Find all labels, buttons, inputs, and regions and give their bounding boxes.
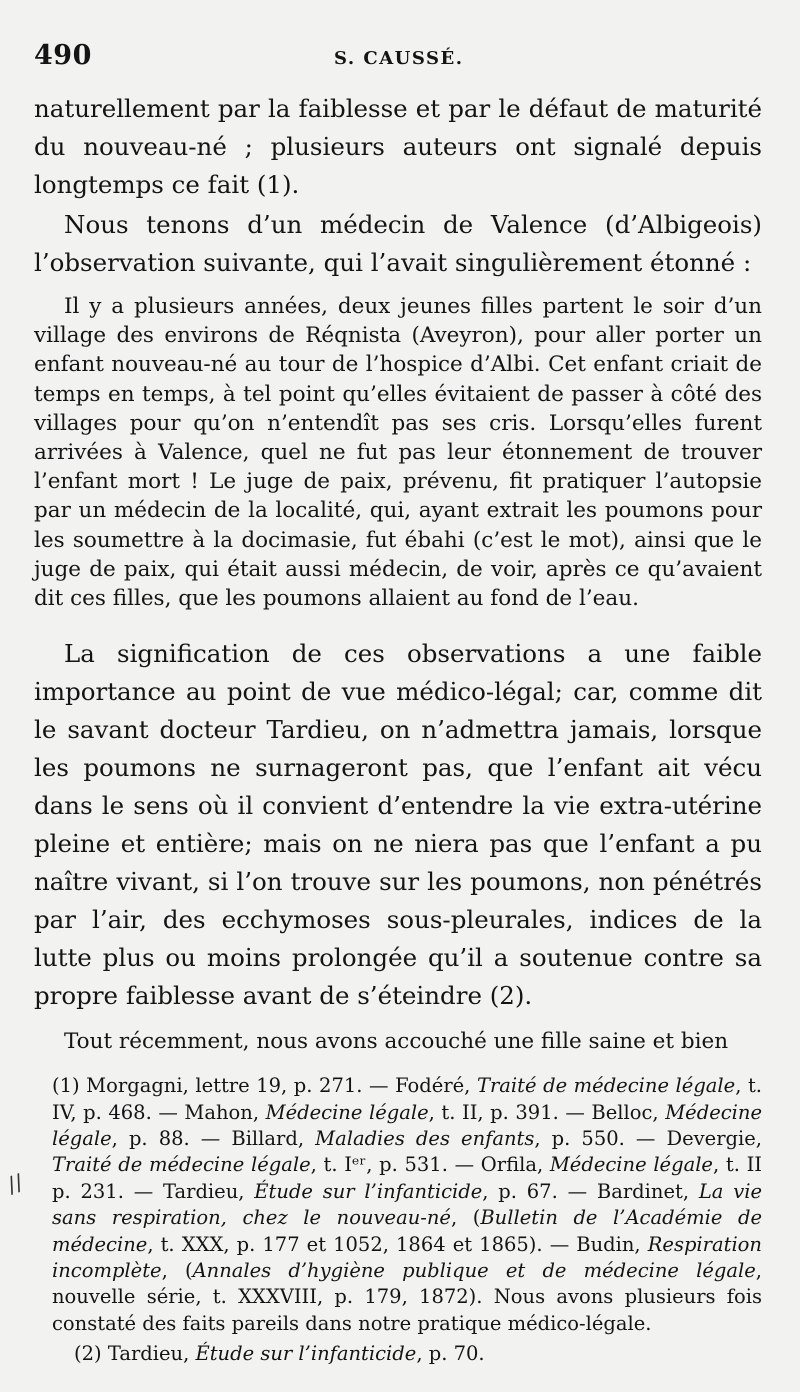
- running-head: S. CAUSSÉ.: [334, 48, 464, 69]
- paragraph-1: naturellement par la faiblesse et par le défaut de maturité du nouveau-né ; plusieurs auteurs ont signalé depuis longtemps ce fait (1).: [34, 94, 762, 199]
- footnote-2: (2) Tardieu, Étude sur l’infanticide, p. 70.: [74, 1342, 485, 1366]
- quoted-observation: Il y a plusieurs années, deux jeunes filles partent le soir d’un village des environs de Réqnista (Aveyron), pour aller porter un enfant nouveau-né au tour de l’hospice d’Albi. Cet enfant criait de temps en temps, à tel point qu’elles évitaient de passer à côté des villages pour qu’on n’entendît pas ses cris. Lorsqu’elles furent arrivées à Valence, quel ne fut pas leur étonnement de trouver l’enfant mort ! Le juge de paix, prévenu, fit pratiquer l’autopsie par un médecin de la localité, qui, ayant extrait les poumons pour les soumettre à la docimasie, fut ébahi (c’est le mot), ainsi que le juge de paix, qui était aussi médecin, de voir, après ce qu’avaient dit ces filles, que les poumons allaient au fond de l’eau.: [34, 294, 762, 612]
- paragraph-3: La signification de ces observations a une faible importance au point de vue médico-légal; car, comme dit le savant docteur Tardieu, on n’admettra jamais, lorsque les poumons ne surnageront pas, que l’enfant ait vécu dans le sens où il convient d’entendre la vie extra-utérine pleine et entière; mais on ne niera pas que l’enfant a pu naître vivant, si l’on trouve sur les poumons, non pénétrés par l’air, des ecchymoses sous-pleurales, indices de la lutte plus ou moins prolongée qu’il a soutenue contre sa propre faiblesse avant de s’éteindre (2).: [34, 639, 762, 1011]
- page-body: [34, 90, 762, 1368]
- page-number: 490: [34, 40, 92, 71]
- margin-pencil-mark: //: [4, 1170, 27, 1199]
- paragraph-4: Tout récemment, nous avons accouché une fille saine et bien: [64, 1029, 729, 1055]
- footnotes: [34, 1073, 762, 1367]
- paragraph-2: Nous tenons d’un médecin de Valence (d’Albigeois) l’observation suivante, qui l’avait singulièrement étonné :: [34, 210, 762, 277]
- footnote-1: (1) Morgagni, lettre 19, p. 271. — Fodéré, Traité de médecine légale, t. IV, p. 468. — Mahon, Médecine légale, t. II, p. 391. — Belloc, Médecine légale, p. 88. — Billard, Maladies des enfants, p. 550. — Devergie, Traité de médecine légale, t. Iᵉʳ, p. 531. — Orfila, Médecine légale, t. II p. 231. — Tardieu, Étude sur l’infanticide, p. 67. — Bardinet, La vie sans respiration, chez le nouveau-né, (Bulletin de l’Académie de médecine, t. XXX, p. 177 et 1052, 1864 et 1865). — Budin, Respiration incomplète, (Annales d’hygiène publique et de médecine légale, nouvelle série, t. XXXVIII, p. 179, 1872). Nous avons plusieurs fois constaté des faits pareils dans notre pratique médico-légale.: [52, 1074, 762, 1335]
- page-header: [34, 40, 766, 80]
